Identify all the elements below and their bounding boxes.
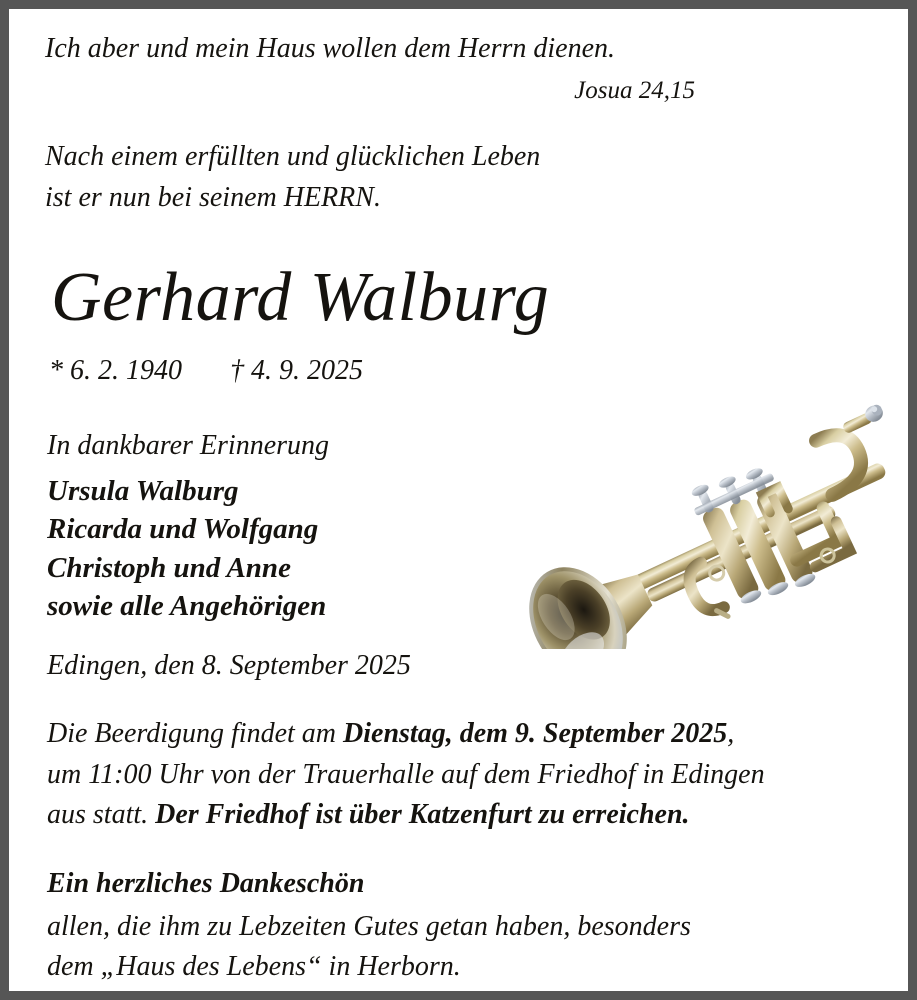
funeral-line-3-regular: aus statt. xyxy=(47,799,156,831)
life-dates xyxy=(49,354,363,388)
bible-verse-text: Ich aber und mein Haus wollen dem Herrn dienen. xyxy=(45,33,616,64)
survivor-item: Christoph und Anne xyxy=(47,551,291,584)
tuning-slide xyxy=(809,426,871,495)
thanks-heading: Ein herzliches Dankeschön xyxy=(47,868,365,899)
funeral-line-1-tail: , xyxy=(727,718,735,749)
thanks-line-2: dem „Haus des Lebens“ in Herborn. xyxy=(47,950,461,982)
third-valve-slide xyxy=(781,505,850,574)
cemetery-access-note: Der Friedhof ist über Katzenfurt zu erreichen. xyxy=(155,799,690,831)
funeral-line-3 xyxy=(47,795,897,836)
intro-line-1: Nach einem erfüllten und glücklichen Leben xyxy=(45,141,541,172)
thanks-body xyxy=(47,907,887,987)
thanks-line-1: allen, die ihm zu Lebzeiten Gutes getan haben, besonders xyxy=(47,911,691,942)
death-symbol: † xyxy=(230,355,244,386)
survivor-item: Ursula Walburg xyxy=(47,475,239,507)
funeral-line-1 xyxy=(47,714,897,755)
first-valve-slide xyxy=(762,487,788,516)
valve-section xyxy=(686,456,821,615)
survivors-list xyxy=(47,472,326,625)
funeral-line-1-regular: Die Beerdigung findet am xyxy=(47,718,344,749)
trumpet-image xyxy=(461,349,917,649)
place-and-date: Edingen, den 8. September 2025 xyxy=(47,650,411,681)
intro-line-2: ist er nun bei seinem HERRN. xyxy=(45,181,381,213)
survivor-item: Ricarda und Wolfgang xyxy=(47,513,319,546)
survivor-item: sowie alle Angehörigen xyxy=(47,589,327,622)
trumpet-bell xyxy=(508,535,672,649)
deceased-name: Gerhard Walburg xyxy=(51,259,550,336)
funeral-date-bold: Dienstag, dem 9. September 2025 xyxy=(343,718,728,749)
memory-heading: In dankbarer Erinnerung xyxy=(47,430,330,461)
birth-symbol: * xyxy=(49,355,63,386)
funeral-line-2: um 11:00 Uhr von der Trauerhalle auf dem Friedhof in Edingen xyxy=(47,758,765,790)
trumpet-body xyxy=(508,403,894,649)
birth-date: 6. 2. 1940 xyxy=(70,355,182,386)
death-date: 4. 9. 2025 xyxy=(251,355,363,386)
bible-verse-reference: Josua 24,15 xyxy=(574,77,695,104)
water-key-loop xyxy=(683,556,742,626)
funeral-details xyxy=(47,714,897,836)
notice-content xyxy=(9,9,908,991)
intro-paragraph xyxy=(45,137,540,218)
mouthpiece xyxy=(840,403,886,436)
